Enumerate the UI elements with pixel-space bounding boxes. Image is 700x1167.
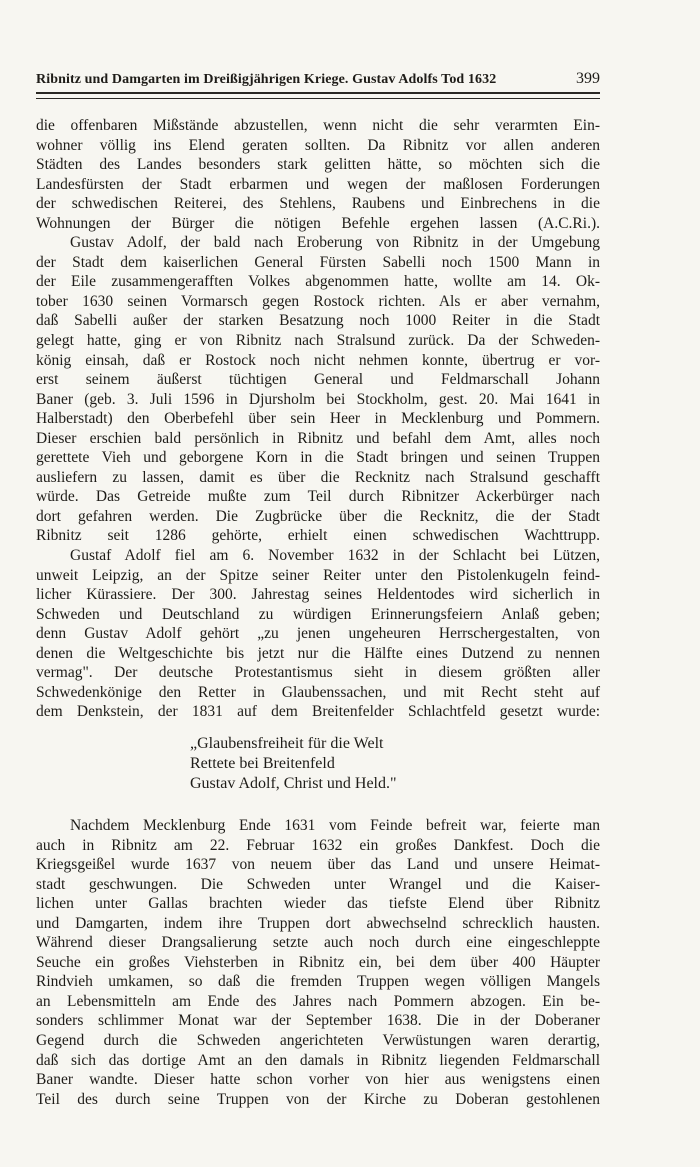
text-line: lichen unter Gallas brachten wieder das tiefste Elend über Ribnitz	[36, 895, 600, 913]
text-line: denen die Weltgeschichte bis jetzt nur die Hälfte eines Dutzend zu nennen	[36, 644, 600, 662]
text-line: Gustaf Adolf fiel am 6. November 1632 in der Schlacht bei Lützen,	[70, 547, 600, 565]
text-line: wohner völlig ins Elend geraten sollten. Da Ribnitz vor allen anderen	[36, 136, 600, 154]
text-line: dem Denkstein, der 1831 auf dem Breitenfelder Schlachtfeld gesetzt wurde:	[36, 703, 600, 721]
quote-line: Gustav Adolf, Christ und Held."	[190, 774, 397, 792]
text-line: der schwedischen Reiterei, des Stehlens, Raubens und Einbrechens in die	[36, 195, 600, 213]
text-line: Baner (geb. 3. Juli 1596 in Djursholm bei Stockholm, gest. 20. Mai 1641 in	[36, 390, 600, 408]
body-text	[36, 116, 600, 1109]
text-line: Städten des Landes besonders stark gelitten hätte, so möchten sich die	[36, 156, 600, 174]
text-line: Halberstadt) den Oberbefehl über sein Heer in Mecklenburg und Pommern.	[36, 410, 600, 428]
text-line: daß sich das dortige Amt an den damals in Ribnitz liegenden Feldmarschall	[36, 1051, 600, 1069]
text-line: gerettete Vieh und geborgene Korn in die Stadt bringen und seinen Truppen	[36, 449, 600, 467]
page-number: 399	[576, 70, 600, 87]
text-line: unweit Leipzig, an der Spitze seiner Reiter unter den Pistolenkugeln feind-	[36, 566, 600, 584]
text-line: Gustav Adolf, der bald nach Eroberung von Ribnitz in der Umgebung	[70, 234, 600, 252]
paragraph-3	[36, 546, 600, 722]
text-line: an Lebensmitteln am Ende des Jahres nach Pommern abzogen. Ein be-	[36, 992, 600, 1010]
text-line: Schweden und Deutschland zu würdigen Erinnerungsfeiern Anlaß geben;	[36, 605, 600, 623]
paragraph-2	[36, 233, 600, 546]
text-line: der Eile zusammengerafften Volkes abgenommen hatte, wollte am 14. Ok-	[36, 273, 600, 291]
text-line: tober 1630 seinen Vormarsch gegen Rostock richten. Als er aber vernahm,	[36, 292, 600, 310]
quote-line: „Glaubensfreiheit für die Welt	[190, 734, 384, 752]
text-line: auch in Ribnitz am 22. Februar 1632 ein großes Dankfest. Doch die	[36, 836, 600, 854]
header-rule	[36, 98, 600, 99]
text-line: Landesfürsten der Stadt erbarmen und wegen der maßlosen Forderungen	[36, 175, 600, 193]
text-line: Schwedenkönige den Retter in Glaubenssachen, und mit Recht steht auf	[36, 683, 600, 701]
paragraph-1	[36, 116, 600, 233]
text-line: und Damgarten, indem ihre Truppen dort abwechselnd schrecklich hausten.	[36, 914, 600, 932]
quote-line: Rettete bei Breitenfeld	[190, 754, 335, 772]
text-line: stadt geschwungen. Die Schweden unter Wrangel und die Kaiser-	[36, 875, 600, 893]
text-line: daß Sabelli außer der starken Besatzung noch 1000 Reiter in die Stadt	[36, 312, 600, 330]
text-line: Teil des durch seine Truppen von der Kirche zu Doberan gestohlenen	[36, 1090, 600, 1108]
text-line: würde. Das Getreide mußte zum Teil durch Ribnitzer Ackerbürger nach	[36, 488, 600, 506]
running-header	[36, 70, 600, 94]
text-line: Während dieser Drangsalierung setzte auch noch durch eine eingeschleppte	[36, 934, 600, 952]
text-line: Gegend durch die Schweden angerichteten Verwüstungen waren derartig,	[36, 1031, 600, 1049]
text-line: sonders schlimmer Monat war der September 1638. Die in der Doberaner	[36, 1012, 600, 1030]
text-line: Ribnitz seit 1286 gehörte, erhielt einen schwedischen Wachttrupp.	[36, 527, 600, 545]
text-line: licher Kürassiere. Der 300. Jahrestag seines Heldentodes wird sicherlich in	[36, 586, 600, 604]
text-line: Kriegsgeißel wurde 1637 von neuem über das Land und unsere Heimat-	[36, 856, 600, 874]
text-line: ausliefern zu lassen, damit es über die Recknitz nach Stralsund geschafft	[36, 468, 600, 486]
text-line: dort gefahren werden. Die Zugbrücke über die Recknitz, die der Stadt	[36, 507, 600, 525]
text-line: die offenbaren Mißstände abzustellen, wenn nicht die sehr verarmten Ein-	[36, 117, 600, 134]
text-line: vermag". Der deutsche Protestantismus sieht in diesem größten aller	[36, 664, 600, 682]
inscription-quote	[190, 734, 600, 794]
text-line: Nachdem Mecklenburg Ende 1631 vom Feinde befreit war, feierte man	[70, 816, 600, 834]
text-line: Baner wandte. Dieser hatte schon vorher von hier aus wenigstens einen	[36, 1071, 600, 1089]
text-line: denn Gustav Adolf gehört „zu jenen ungeheuren Herrschergestalten, von	[36, 625, 600, 643]
text-line: gelegt hatte, ging er von Ribnitz nach Stralsund zurück. Da der Schweden-	[36, 332, 600, 350]
text-line: erst seinem äußerst tüchtigen General und Feldmarschall Johann	[36, 371, 600, 389]
text-line: der Stadt dem kaiserlichen General Fürsten Sabelli noch 1500 Mann in	[36, 253, 600, 271]
text-line: Rindvieh umkamen, so daß die fremden Truppen wegen völligen Mangels	[36, 973, 600, 991]
paragraph-4	[36, 816, 600, 1109]
running-title: Ribnitz und Damgarten im Dreißigjährigen Kriege. Gustav Adolfs Tod 1632	[36, 72, 497, 87]
text-line: könig einsah, daß er Rostock noch nicht nehmen konnte, übertrug er vor-	[36, 351, 600, 369]
text-line: Dieser erschien bald persönlich in Ribnitz und befahl dem Amt, alles noch	[36, 429, 600, 447]
text-line: Wohnungen der Bürger die nötigen Befehle ergehen lassen (A.C.Ri.).	[36, 214, 600, 232]
text-line: Seuche ein großes Viehsterben in Ribnitz ein, bei dem über 400 Häupter	[36, 953, 600, 971]
